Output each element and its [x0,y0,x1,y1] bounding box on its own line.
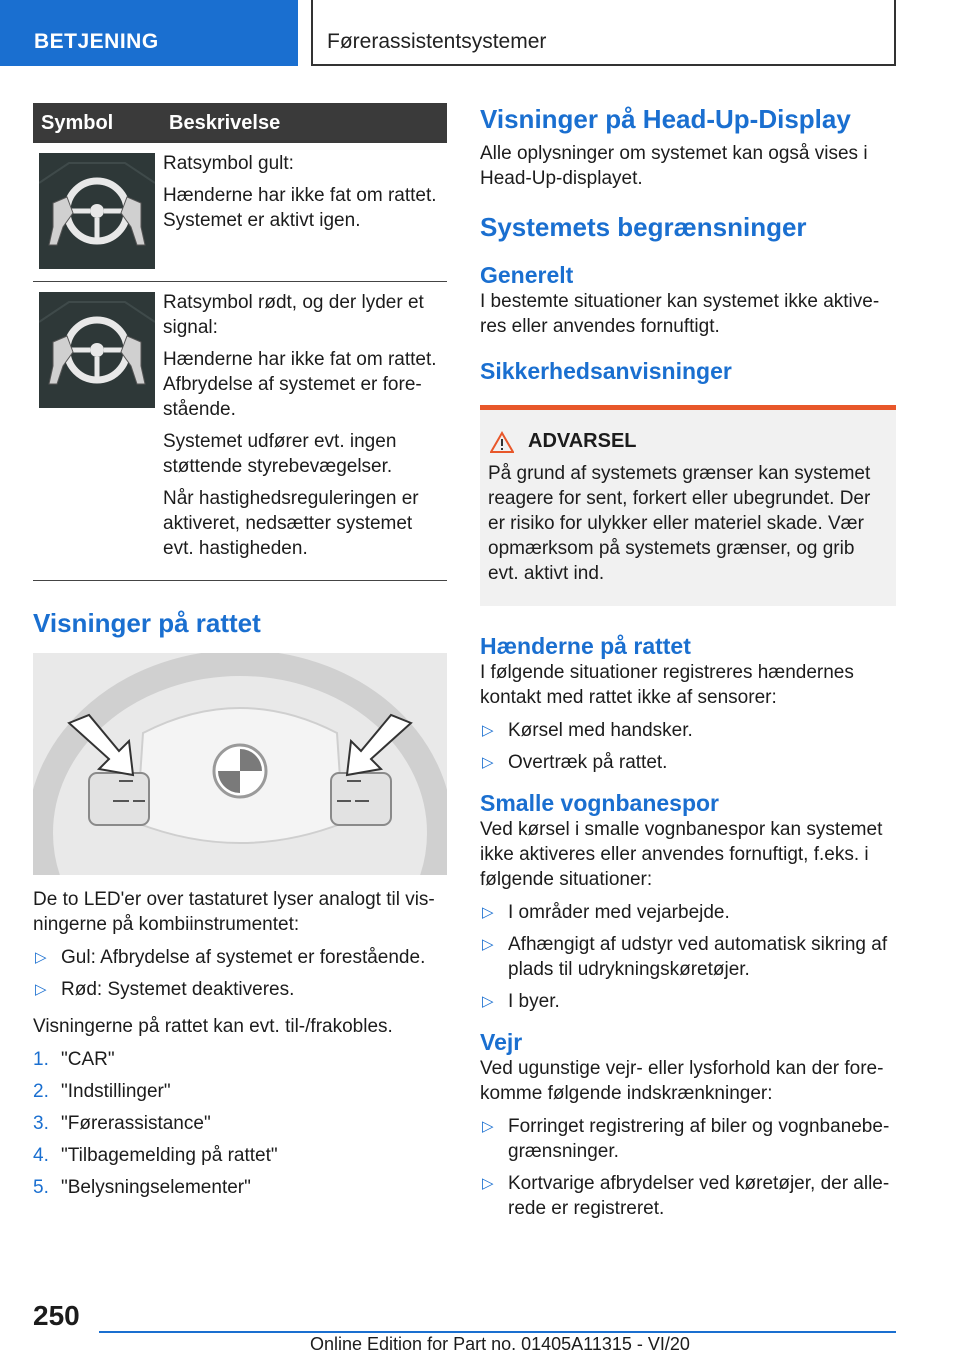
paragraph: Ved kørsel i smalle vognbanespor kan systemet ikke aktiveres eller anvendes fornuftigt, f.eks. i følgende situationer: [480,819,883,890]
right-column [480,103,896,1228]
triangle-bullet-icon: ▷ [482,722,494,739]
footer-divider [99,1331,896,1333]
list-item: ▷ Overtræk på rattet. [482,752,668,773]
subsection-heading: Sikkerhedsanvisninger [480,358,732,384]
list-item: ▷ Gul: Afbrydelse af systemet er forestående. [35,947,426,968]
paragraph: Ved ugunstige vejr- eller lysforhold kan der forekomme følgende indskrænkninger: [480,1058,884,1104]
symbol-table [33,103,447,581]
list-item: 3. "Førerassistance" [33,1113,211,1134]
list-item: 5. "Belysningselementer" [33,1177,251,1198]
subsection-heading: Hænderne på rattet [480,633,691,659]
page-header [0,0,960,66]
row-text: Hænderne har ikke fat om rattet. Systemet er aktivt igen. [163,185,437,231]
section-heading: Visninger på rattet [33,608,261,638]
table-row [33,143,447,282]
section-heading: Visninger på Head-Up-Display [480,104,851,134]
paragraph: De to LED'er over tastaturet lyser analogt til visningerne på kombiinstrumentet: [33,889,435,935]
left-column [33,103,447,1207]
paragraph: I bestemte situationer kan systemet ikke aktiveres eller anvendes fornuftigt. [480,291,880,337]
bullet-list [480,1114,896,1221]
edition-note: Online Edition for Part no. 01405A11315 - VI/20 [310,1334,690,1354]
numbered-list [33,1047,447,1200]
row-text: Systemet udfører evt. ingen støttende styrebevægelser. [163,431,397,477]
list-item: ▷ Rød: Systemet deaktiveres. [35,979,295,1000]
row-text: Når hastighedsreguleringen er aktiveret, nedsætter systemet evt. hastigheden. [163,488,419,559]
triangle-bullet-icon: ▷ [482,993,494,1010]
chapter-title: Førerassistentsystemer [311,0,896,66]
list-item: ▷ I byer. [482,991,560,1012]
triangle-bullet-icon: ▷ [482,1175,494,1192]
triangle-bullet-icon: ▷ [35,981,47,998]
triangle-bullet-icon: ▷ [482,904,494,921]
triangle-bullet-icon: ▷ [482,754,494,771]
row-text: Ratsymbol gult: [163,153,294,174]
list-item: 4. "Tilbagemelding på rattet" [33,1145,278,1166]
list-item: ▷ Forringet registrering af biler og vognbanebegrænsninger. [482,1116,890,1162]
section-heading: Systemets begrænsninger [480,212,807,242]
steering-wheel-hands-yellow-icon [39,153,155,269]
paragraph: I følgende situationer registreres hændernes kontakt med rattet ikke af sensorer: [480,662,854,708]
warning-text: På grund af systemets grænser kan systemet reagere for sent, forkert eller ubegrundet. Der er risiko for ulykker eller materiel skade. Vær opmærksom på systemets grænser, og grib evt. aktivt ind. [488,463,871,584]
list-item: ▷ I områder med vejarbejde. [482,902,730,923]
list-item: ▷ Afhængigt af udstyr ved automatisk sikring af plads til udrykningskøretøjer. [482,934,888,980]
list-item: 1. "CAR" [33,1049,115,1070]
list-item: ▷ Kortvarige afbrydelser ved køretøjer, der allerede er registreret. [482,1173,890,1219]
row-text: Ratsymbol rødt, og der lyder et signal: [163,292,424,338]
paragraph: Alle oplysninger om systemet kan også vises i Head-Up-displayet. [480,143,868,189]
column-header-symbol: Symbol [33,103,157,143]
subsection-heading: Smalle vognbanespor [480,790,720,816]
triangle-bullet-icon: ▷ [482,936,494,953]
subsection-heading: Generelt [480,262,574,288]
triangle-bullet-icon: ▷ [35,949,47,966]
steering-wheel-hands-red-icon [39,292,155,408]
subsection-heading: Vejr [480,1029,523,1055]
paragraph: Visningerne på rattet kan evt. til-/frakobles. [33,1016,393,1037]
bullet-list [480,718,896,775]
row-text: Hænderne har ikke fat om rattet. Afbrydelse af systemet er forestående. [163,349,437,420]
column-header-description: Beskrivelse [157,103,447,143]
list-item: 2. "Indstillinger" [33,1081,171,1102]
steering-wheel-illustration [33,653,447,875]
section-tab: BETJENING [0,0,298,66]
warning-triangle-icon [490,431,514,453]
warning-box [480,405,896,606]
warning-title: ADVARSEL [488,430,880,453]
table-row [33,282,447,581]
bullet-list [480,900,896,1014]
bullet-list [33,945,447,1002]
page-number: 250 [33,1300,80,1331]
triangle-bullet-icon: ▷ [482,1118,494,1135]
list-item: ▷ Kørsel med handsker. [482,720,693,741]
